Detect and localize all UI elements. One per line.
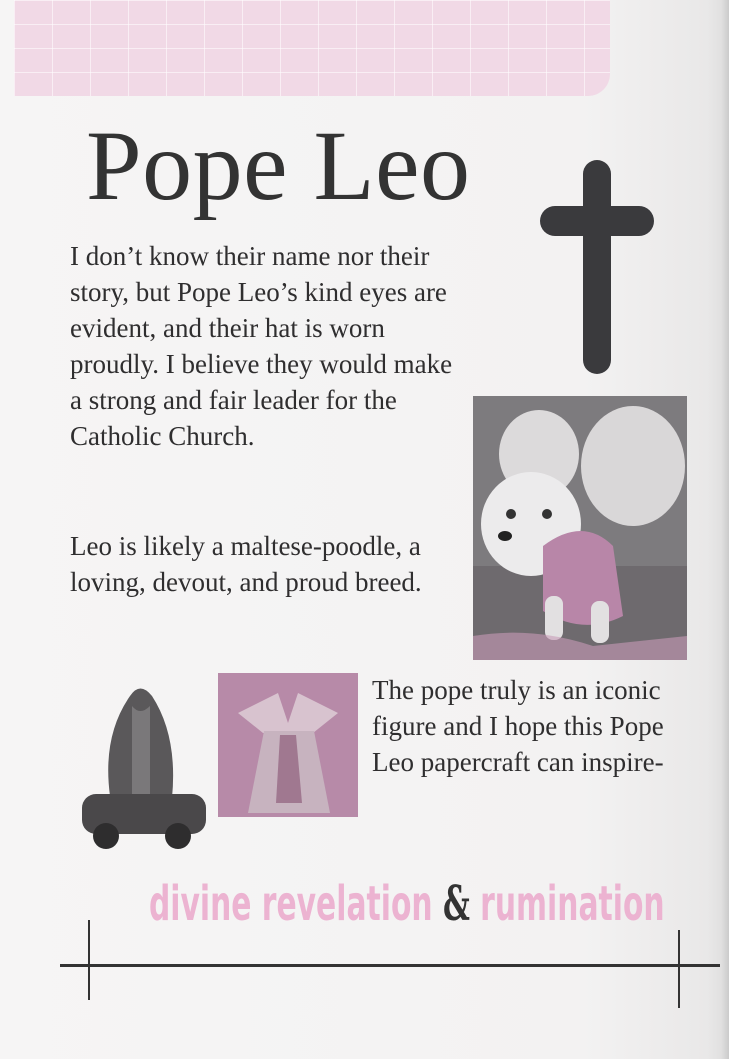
intro-paragraph: I don’t know their name nor their story, but Pope Leo’s kind eyes are evident, and their hat is worn proudly. I believe they would make a strong and fair leader for the Catholic Church.: [70, 241, 453, 451]
closing-paragraph: The pope truly is an iconic figure and I hope this Pope Leo papercraft can inspire-: [372, 675, 664, 777]
left-vertical-rule: [88, 920, 90, 1000]
bottom-horizontal-rule: [60, 964, 720, 967]
tagline-ampersand: &: [442, 876, 470, 932]
dog-photo: [473, 396, 687, 660]
pink-grid-banner: [14, 0, 610, 96]
tagline-divine-revelation: divine revelation: [148, 876, 433, 932]
page-edge-shadow: [721, 0, 729, 1059]
cross-horizontal-bar: [540, 206, 654, 236]
tagline-rumination: rumination: [480, 876, 665, 932]
tagline: [148, 876, 665, 932]
papercraft-figure-photo: [218, 673, 358, 817]
right-vertical-rule: [678, 930, 680, 1008]
page-title: Pope Leo: [86, 110, 471, 221]
breed-paragraph: Leo is likely a maltese-poodle, a loving, devout, and proud breed.: [70, 531, 422, 597]
cross-vertical-bar: [583, 160, 611, 374]
papercraft-mitre-car-photo: [80, 676, 210, 854]
